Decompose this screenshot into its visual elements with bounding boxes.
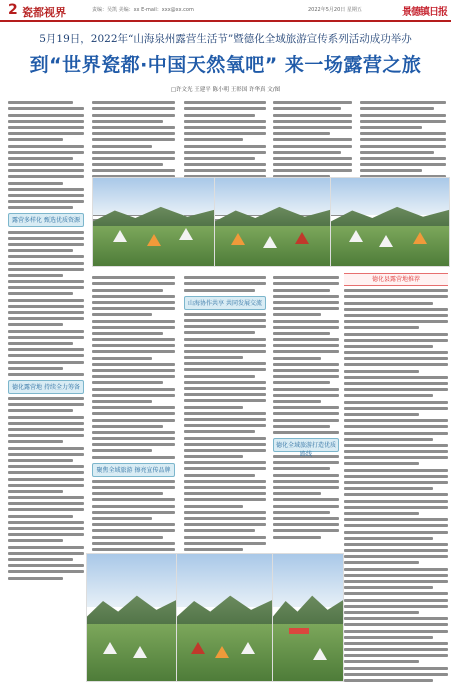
camp-photo-1	[92, 177, 215, 267]
section-heading: 山海协作共享 共同发展交流	[184, 296, 266, 310]
issue-date: 2022年5月20日 星期五	[308, 7, 362, 13]
body-column-mid-3	[273, 273, 339, 542]
article-subtitle: 5月19日，2022年“山海泉州露营生活节”暨德化全域旅游宣传系列活动成功举办	[39, 33, 412, 45]
section-heading: 露营多样化 甄选优质资源	[8, 213, 84, 227]
body-column-1	[8, 98, 84, 583]
camp-photo-4	[86, 553, 177, 682]
body-column-mid-2	[184, 273, 266, 597]
section-title: 瓷都视界	[22, 6, 66, 19]
section-heading: 德化全域旅游打造优质路线	[273, 438, 339, 452]
section-heading: 德化露营地 持续全力筹备	[8, 380, 84, 394]
camp-photo-2	[214, 177, 331, 267]
article-byline: □许文光 王建平 陈小明 王彰国 许华真 文/图	[170, 87, 281, 93]
page-header	[0, 0, 451, 22]
editor-meta: 责编：吴凯 美编：xx E-mail：xxx@xx.com	[92, 7, 194, 13]
camp-photo-3	[330, 177, 450, 267]
article-title: 到“世界瓷都·中国天然氧吧” 来一场露营之旅	[29, 54, 422, 76]
camp-photo-6	[272, 553, 344, 682]
section-heading: 聚焦全域旅游 擦亮宣传品牌	[92, 463, 175, 477]
right-panel	[344, 273, 448, 683]
camp-photo-5	[176, 553, 273, 682]
right-panel-heading: 德化县露营地推荐	[344, 273, 448, 286]
masthead-logo: 景德镇日报	[402, 7, 447, 18]
page-number: 2	[8, 2, 18, 18]
